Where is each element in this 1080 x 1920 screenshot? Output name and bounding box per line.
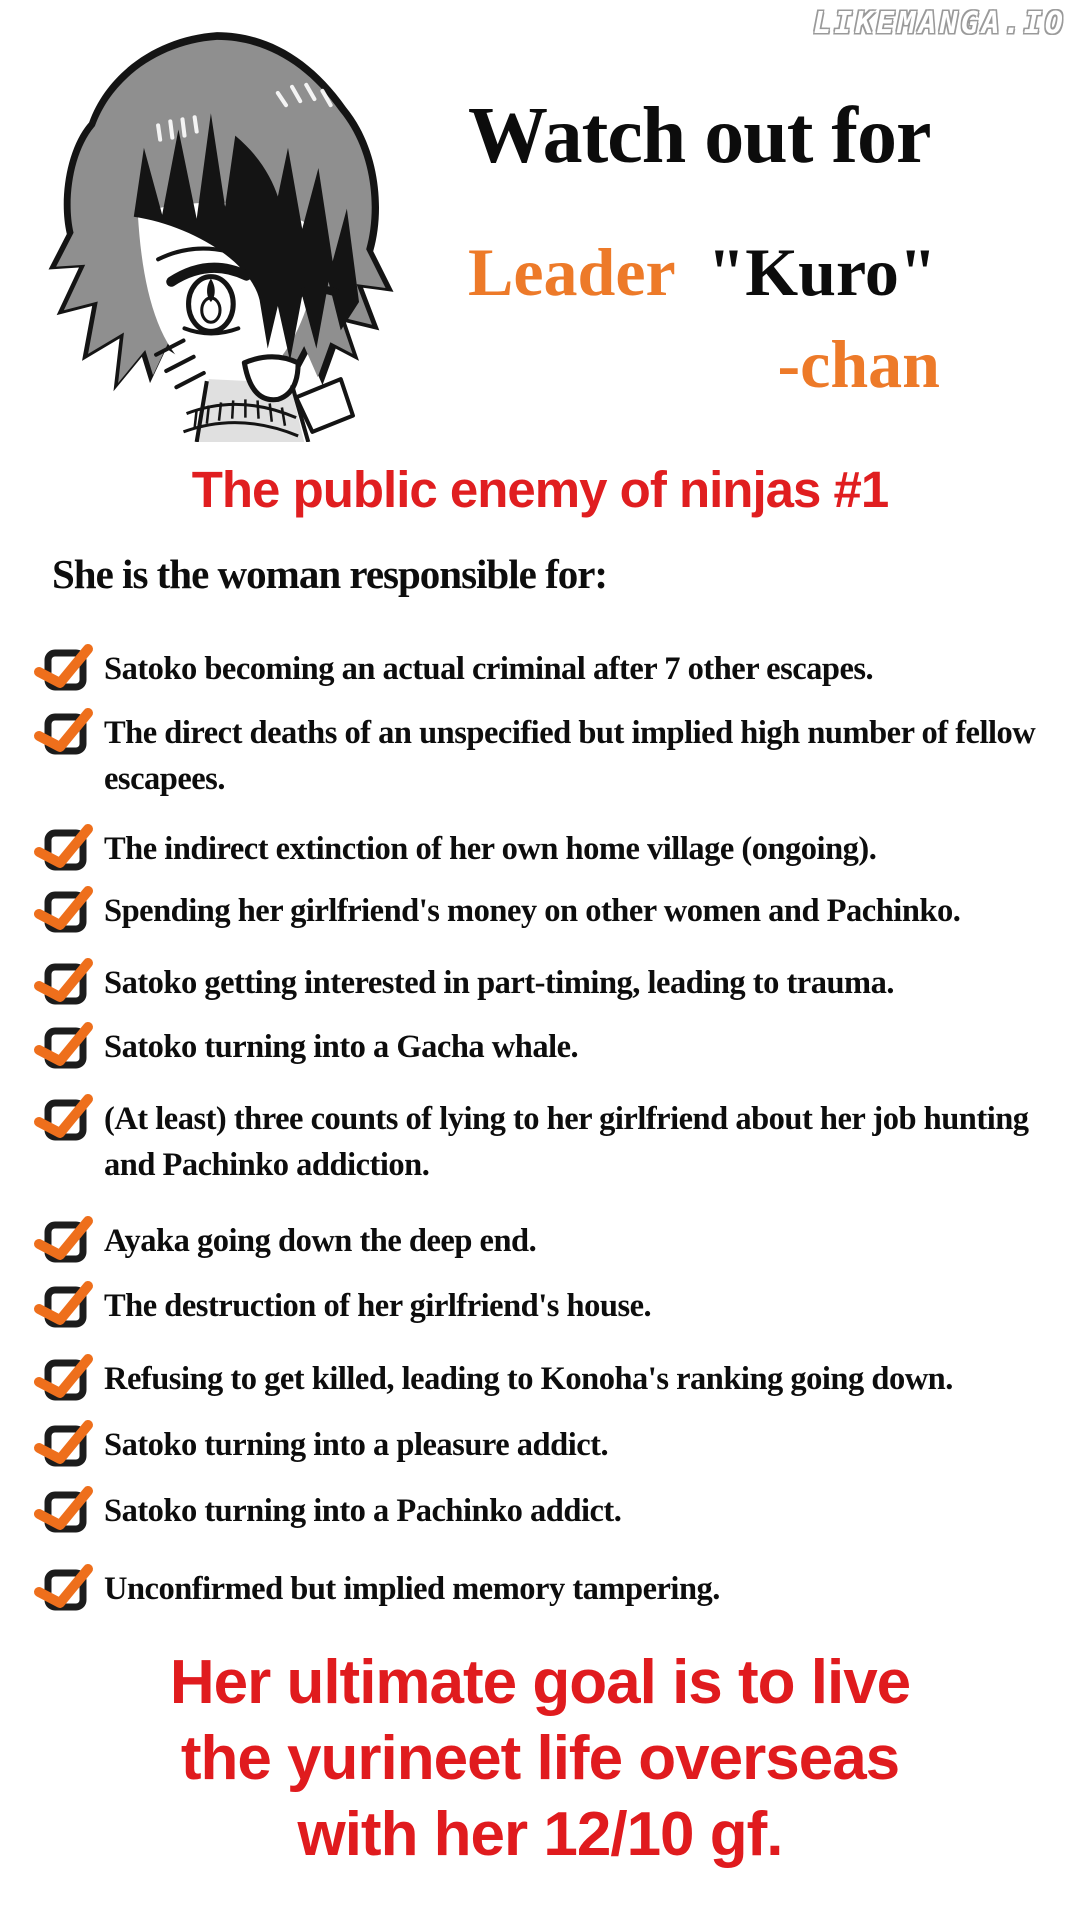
- checklist-item-text: The destruction of her girlfriend's house.: [104, 1288, 652, 1324]
- checked-checkbox-icon: [36, 1422, 94, 1468]
- goal-line-2: the yurineet life overseas: [180, 1724, 900, 1793]
- goal-line-3: with her 12/10 gf.: [297, 1800, 783, 1869]
- checked-checkbox-icon: [36, 1566, 94, 1612]
- manga-girl-portrait-illustration: [36, 26, 402, 442]
- villain-name-kuro: "Kuro": [707, 234, 937, 310]
- page-title: Watch out for: [468, 92, 931, 180]
- subtitle-public-enemy: The public enemy of ninjas #1: [191, 461, 889, 518]
- checklist-item-text: Refusing to get killed, leading to Konoha's ranking going down.: [104, 1361, 953, 1397]
- checklist-item: [36, 1283, 1076, 1329]
- checklist-item: [36, 1096, 1076, 1188]
- checked-checkbox-icon: [36, 888, 94, 934]
- checklist-item-text: Satoko turning into a pleasure addict.: [104, 1427, 609, 1463]
- checklist-item: [36, 1356, 1076, 1402]
- checklist-item-text: Satoko becoming an actual criminal after 7 other escapes.: [104, 651, 874, 687]
- intro-line: She is the woman responsible for:: [52, 551, 608, 597]
- checked-checkbox-icon: [36, 1283, 94, 1329]
- checklist-item: [36, 1566, 1076, 1612]
- checklist-item: [36, 646, 1076, 692]
- checklist-item: [36, 1422, 1076, 1468]
- checked-checkbox-icon: [36, 1024, 94, 1070]
- checklist-item: [36, 888, 1076, 934]
- checklist-item-text: Ayaka going down the deep end.: [104, 1223, 537, 1259]
- goal-line-1: Her ultimate goal is to live: [169, 1648, 911, 1717]
- checked-checkbox-icon: [36, 646, 94, 692]
- checklist-item-text: Satoko turning into a Gacha whale.: [104, 1029, 579, 1065]
- checked-checkbox-icon: [36, 1488, 94, 1534]
- checklist-item-text: Satoko getting interested in part-timing, leading to trauma.: [104, 965, 894, 1001]
- villain-name-suffix: -chan: [777, 326, 940, 402]
- checklist-item-text: Satoko turning into a Pachinko addict.: [104, 1493, 622, 1529]
- crimes-checklist: [36, 646, 1076, 1612]
- checked-checkbox-icon: [36, 1356, 94, 1402]
- character-portrait: [36, 26, 402, 442]
- checklist-item: [36, 710, 1076, 802]
- checked-checkbox-icon: [36, 710, 94, 756]
- ultimate-goal-statement: [0, 1645, 1080, 1873]
- checked-checkbox-icon: [36, 826, 94, 872]
- checklist-item: [36, 1488, 1076, 1534]
- checked-checkbox-icon: [36, 960, 94, 1006]
- checklist-item: [36, 1218, 1076, 1264]
- checklist-item: [36, 960, 1076, 1006]
- villain-name-leader: Leader: [468, 234, 675, 310]
- checklist-item-text: Unconfirmed but implied memory tampering.: [104, 1571, 720, 1607]
- site-watermark: LIKEMANGA.IO: [813, 6, 1066, 41]
- checklist-item-text: (At least) three counts of lying to her girlfriend about her job hunting and Pachinko addiction.: [104, 1101, 1029, 1183]
- checklist-item-text: Spending her girlfriend's money on other women and Pachinko.: [104, 893, 961, 929]
- checked-checkbox-icon: [36, 1096, 94, 1142]
- checklist-item: [36, 1024, 1076, 1070]
- checklist-item-text: The indirect extinction of her own home village (ongoing).: [104, 831, 877, 867]
- checked-checkbox-icon: [36, 1218, 94, 1264]
- checklist-item-text: The direct deaths of an unspecified but implied high number of fellow escapees.: [104, 715, 1036, 797]
- checklist-item: [36, 826, 1076, 872]
- villain-name-line: [468, 234, 937, 310]
